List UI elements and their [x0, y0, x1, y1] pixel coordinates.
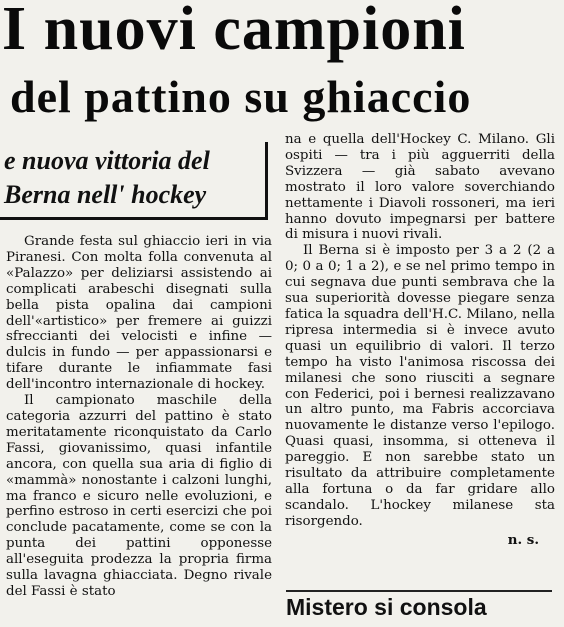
paragraph: Il Berna si è imposto per 3 a 2 (2 a 0; 0 a 0; 1 a 2), e se nel primo tempo in cui segnava due punti sembrava che la sua superiorità dovesse piegare senza fatica la squadra dell'H.C. Milano, nella ripresa intermedia si è invece avuto quasi un equilibrio di valori. Il terzo tempo ha visto l'animosa riscossa dei milanesi che sono riusciti a segnare con Federici, poi i bernesi realizzavano un altro punto, ma Fabris accorciava nuovamente le distanze verso l'epilogo. Quasi quasi, insomma, si otteneva il pareggio. E non sarebbe stato un risultato da attribuire completamente alla fortuna o da far gridare allo scandalo. L'hockey milanese sta risorgendo.: [285, 243, 555, 529]
article-column-left: [6, 234, 272, 600]
paragraph: na e quella dell'Hockey C. Milano. Gli ospiti — tra i più agguerriti della Svizzera — già sabato avevano mostrato il loro valore soverchiando nettamente i Diavoli rossoneri, ma ieri hanno dovuto impegnarsi per battere di misura i nuovi rivali.: [285, 132, 555, 243]
next-article-title: Mistero si consola: [286, 594, 487, 620]
paragraph: Grande festa sul ghiaccio ieri in via Piranesi. Con molta folla convenuta al «Palazzo» per deliziarsi assistendo ai complicati arabeschi disegnati sulla bella pista opalina dai campioni dell'«artistico» per fremere ai guizzi sfreccianti dei velocisti e infine — dulcis in fundo — per appassionarsi e tifare durante le infiammate fasi dell'incontro internazionale di hockey.: [6, 234, 272, 393]
subheadline-line-2: Berna nell' hockey: [4, 180, 207, 209]
headline-line-1: I nuovi campioni: [2, 0, 466, 63]
section-divider: [286, 590, 552, 592]
author-signature: n. s.: [507, 531, 539, 548]
article-column-right: [285, 132, 555, 549]
headline-line-2: del pattino su ghiaccio: [10, 71, 472, 122]
paragraph: Il campionato maschile della categoria azzurri del pattino è stato meritatamente riconquistato da Carlo Fassi, giovanissimo, quasi infantile ancora, con quella sua aria di figlio di «mammà» nonostante i calzoni lunghi, ma franco e sicuro nelle evoluzioni, e perfino estroso in certi esercizi che poi conclude pacatamente, come se con la punta dei pattini opponesse all'eseguita prodezza la propria firma sulla lavagna ghiacciata. Degno rivale del Fassi è stato: [6, 393, 272, 599]
subheadline-line-1: e nuova vittoria del: [4, 146, 210, 175]
